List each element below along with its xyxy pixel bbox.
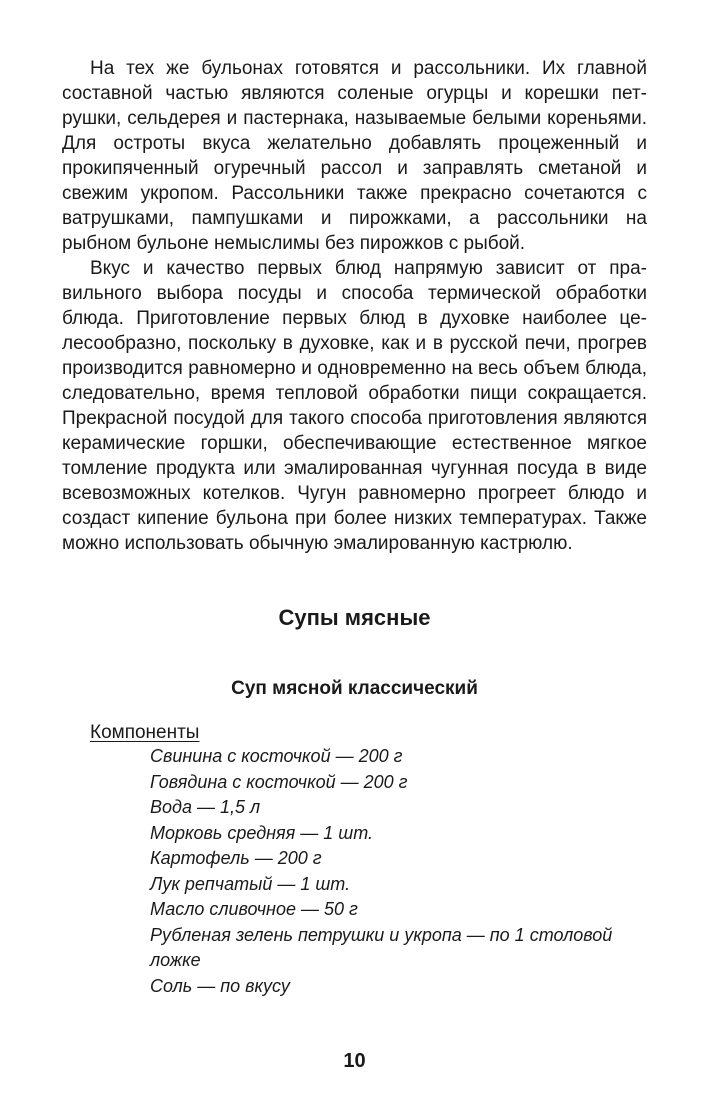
ingredient-item: Говядина с косточкой — 200 г xyxy=(150,771,408,792)
page-number: 10 xyxy=(343,1050,366,1072)
ingredient-item: Морковь средняя — 1 шт. xyxy=(150,822,374,843)
paragraph-cookware: Вкус и качество первых блюд напрямую зависит от правильного выбора посуды и способа термической обработки блюда. Приготовление первых блюд в духовке наиболее целесообразно, поскольку в духовке, как и в русской печи, прогрев производится равномерно и одновременно на весь объем блюда, следовательно, время тепловой обработки пищи сокращается. Прекрасной посудой для такого способа приготовления являются керамические горшки, обеспечивающие естественное мягкое томление продукта или эмалированная чугунная посуда в виде всевозможных котелков. Чугун равномерно прогреет блюдо и создаст кипение бульона при более низких температурах. Также можно использовать обычную эмалированную кастрюлю. xyxy=(62,258,647,554)
book-page xyxy=(62,56,647,996)
ingredient-item: Масло сливочное — 50 г xyxy=(150,899,358,919)
ingredient-item: Картофель — 200 г xyxy=(150,848,322,868)
paragraph-pickle-soups: На тех же бульонах готовятся и рассольники. Их главной составной частью являются соленые огурцы и корешки петрушки, сельдерея и пастернака, называемые белыми кореньями. Для остроты вкуса желательно добавлять процеженный и прокипяченный огуречный рассол и заправлять сметаной и свежим укропом. Рассольники также прекрасно сочетаются с ватрушками, пампушками и пирожками, а рассольники на рыбном бульоне немыслимы без пирожков с рыбой. xyxy=(62,58,647,254)
ingredient-item: Вода — 1,5 л xyxy=(150,797,261,817)
components-label: Компоненты xyxy=(90,722,200,743)
ingredient-item: Рубленая зелень петрушки и укропа — по 1 столовой ложке xyxy=(150,924,613,970)
ingredient-item: Свинина с косточкой — 200 г xyxy=(150,746,403,766)
section-title: Супы мясные xyxy=(278,605,431,630)
ingredients-list xyxy=(150,744,650,999)
recipe-title: Суп мясной классический xyxy=(231,678,478,699)
ingredient-item: Соль — по вкусу xyxy=(150,975,290,996)
ingredient-item: Лук репчатый — 1 шт. xyxy=(150,873,351,894)
